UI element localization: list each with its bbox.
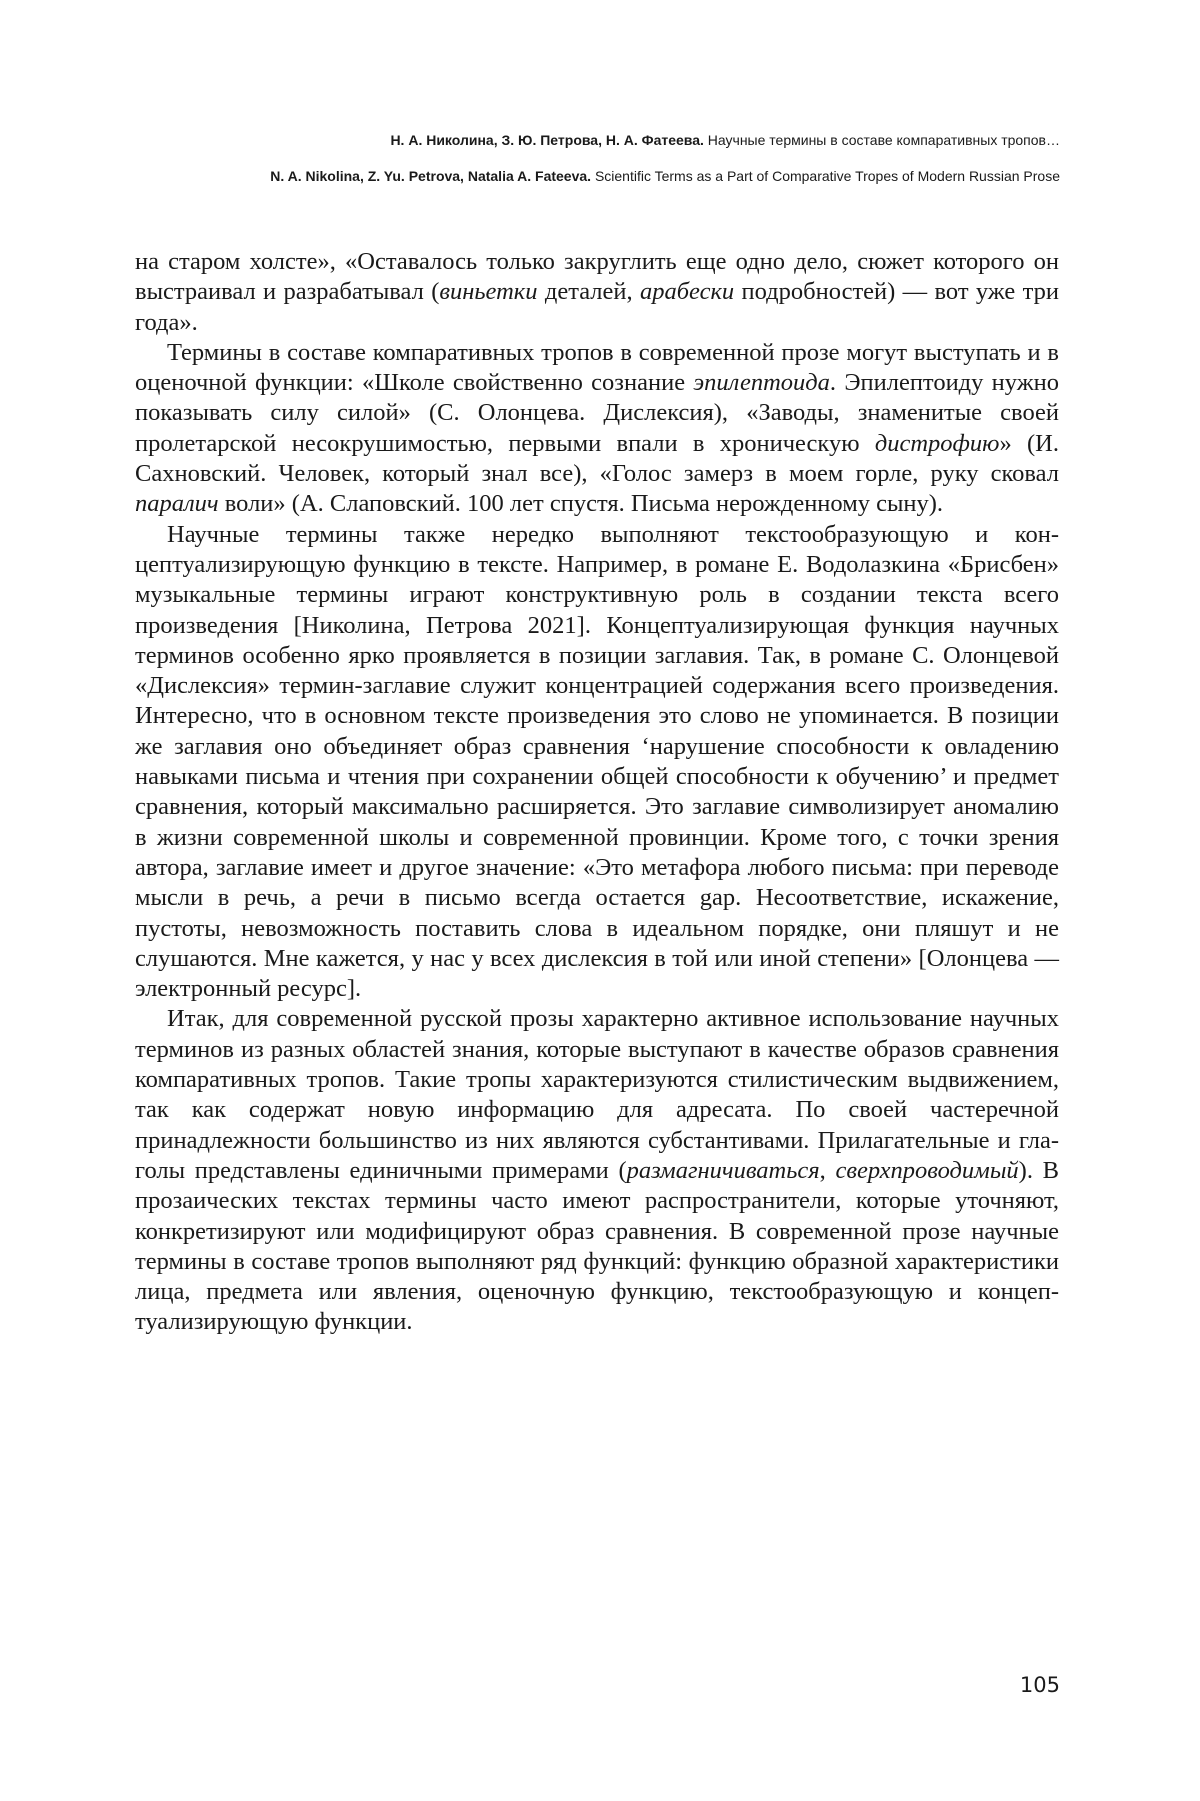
article-body — [135, 247, 1059, 1338]
text-run: деталей, — [537, 278, 640, 306]
paragraph — [135, 520, 1059, 1005]
text-run: Итак, для современной русской прозы характерно активное использование научных терминов из разных областей знания, которые выступают в качестве образов сравнения компаративных тропов. Такие тропы характеризуются стилистическим выдвижением, так как содержат новую информацию для адресата. По своей частеречной принадлежности большинство из них являются субстантивами. Прилагательные и глаголы представлены единичными примерами ( — [135, 1005, 1059, 1184]
paragraph — [135, 247, 1059, 338]
text-run: Термины в составе компаративных тропов в современной прозе могут выступать и в оценочной функции: «Школе свойственно сознание — [135, 338, 1059, 397]
text-run: , — [819, 1156, 836, 1184]
running-head-ru-title: Научные термины в составе компаративных тропов… — [707, 132, 1060, 148]
running-head-russian — [390, 133, 1060, 147]
text-run: . Эпилептоиду нужно показывать силу силой» (С. Олонцева. Дислексия), «Заводы, знаменитые своей пролетарской несокрушимостью, первыми впали в хроническую — [135, 369, 1060, 457]
running-head-ru-authors: Н. А. Николина, З. Ю. Петрова, Н. А. Фатеева. — [390, 132, 704, 148]
italic-term: эпилептоида — [693, 369, 830, 397]
italic-term: паралич — [135, 490, 219, 518]
text-run: » (И. Сахновский. Человек, который знал все), «Голос замерз в моем горле, руку сковал — [135, 429, 1059, 488]
italic-term: виньетки — [439, 278, 538, 306]
running-head-en-authors: N. A. Nikolina, Z. Yu. Petrova, Natalia A. Fateeva. — [270, 168, 592, 184]
page-number: 105 — [1019, 1673, 1060, 1697]
running-head-en-title: Scientific Terms as a Part of Comparative Tropes of Modern Russian Prose — [594, 168, 1060, 184]
italic-term: размагничиваться — [626, 1156, 820, 1184]
text-run: на старом холсте», «Оставалось только закруглить еще одно дело, сюжет которого он выстраивал и разрабатывал ( — [135, 248, 1059, 306]
paragraph — [135, 338, 1059, 520]
text-run: Научные термины также нередко выполняют текстообразующую и концептуализирующую функцию в тексте. Например, в романе Е. Водолазкина «Брисбен» музыкальные термины играют конструктивную роль в создании текста всего произведения [Николина, Петрова 2021]. Концептуализирующая функция научных терминов особенно ярко проявляется в позиции заглавия. Так, в романе С. Олонцевой «Дислексия» термин-заглавие служит концентрацией содержания всего произведения. Интересно, что в основном тексте произведения это слово не упоминается. В позиции же заглавия оно объединяет образ сравнения ‘нарушение способности к овладению навыками письма и чтения при сохранении общей способности к обучению’ и предмет сравнения, который максимально расширяется. Это заглавие символизирует аномалию в жизни современной школы и современной провинции. Кроме того, с точки зрения автора, заглавие имеет и другое значение: «Это метафора любого письма: при переводе мысли в речь, а речи в письмо всегда остается gap. Несоответствие, искажение, пустоты, невозможность поставить слова в идеальном порядке, они пляшут и не слушаются. Мне кажется, у нас у всех дислексия в той или иной степени» [Олонцева — электронный ресурс]. — [135, 520, 1059, 1003]
text-run: подробностей) — вот уже три года». — [135, 278, 1059, 336]
paragraph — [135, 1004, 1059, 1337]
italic-term: арабески — [639, 278, 735, 306]
italic-term: дистрофию — [874, 429, 1000, 457]
text-run: ). В прозаических текстах термины часто имеют распространители, которые уточняют, конкретизируют или модифицируют образ сравнения. В современной прозе научные термины в составе тропов выполняют ряд функций: функцию образной характеристики лица, предмета или явления, оценочную функцию, текстообразующую и концептуализирующую функции. — [135, 1156, 1060, 1336]
italic-term: сверхпроводимый — [835, 1156, 1019, 1184]
text-run: воли» (А. Слаповский. 100 лет спустя. Письма нерожденному сыну). — [218, 490, 944, 518]
running-head-english — [270, 169, 1060, 183]
